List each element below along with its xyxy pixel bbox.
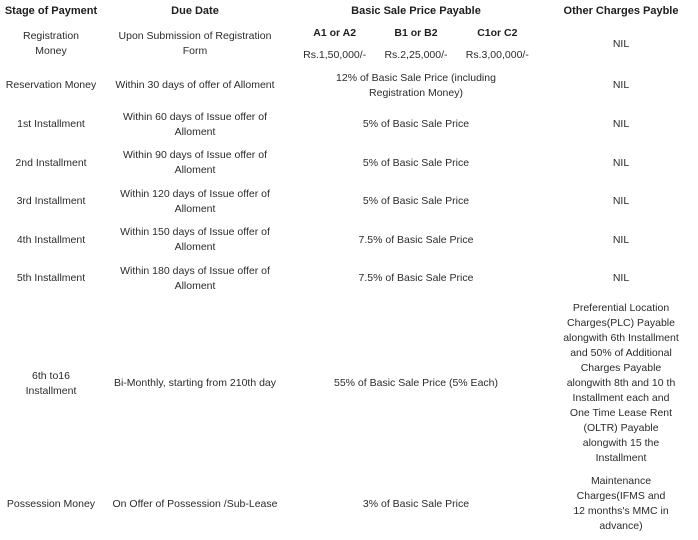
price-option-amount: Rs.2,25,000/- [384,48,448,61]
price-option-amounts [290,48,542,63]
price-option-labels [290,26,542,41]
other-charges-cell: NIL [612,195,630,208]
other-charges-cell: NIL [612,233,630,246]
stage-cell: 5th Installment [16,272,86,285]
stage-cell: 1st Installment [17,118,85,131]
basic-price-cell: 5% of Basic Sale Price [362,118,470,131]
price-option-amount: Rs.1,50,000/- [303,48,367,61]
stage-cell: 4th Installment [16,233,86,246]
basic-price-cell: 5% of Basic Sale Price [362,195,470,208]
table-row [0,144,698,183]
basic-price-cell [288,22,544,67]
other-charges-cell: Preferential Location Charges(PLC) Payable alongwith 6th Installment and 50% of Additional Charges Payable alongwith 8th and 10 th Installment each and One Time Lease Rent (OLTR) Payable alongwith 15 the Installment [563,302,679,465]
basic-price-cell: 55% of Basic Sale Price (5% Each) [334,377,498,390]
due-date-cell: On Offer of Possession /Sub-Lease [112,497,278,510]
other-charges-cell: NIL [612,156,630,169]
table-row [0,469,698,540]
price-option-amount: Rs.3,00,000/- [465,48,529,61]
basic-price-cell: 7.5% of Basic Sale Price [358,272,474,285]
due-date-cell: Within 180 days of Issue offer of Alloment [120,264,270,292]
stage-cell: 3rd Installment [16,195,86,208]
basic-price-cell: 3% of Basic Sale Price [362,497,470,510]
header-other-charges: Other Charges Payble [563,4,679,17]
header-basic-sale-price: Basic Sale Price Payable [351,4,481,17]
other-charges-cell: NIL [612,79,630,92]
stage-cell: Possession Money [6,497,96,510]
table-row [0,22,698,67]
basic-price-cell: 5% of Basic Sale Price [362,156,470,169]
table-row [0,67,698,106]
table-row [0,260,698,299]
price-option-label: C1or C2 [477,26,518,39]
other-charges-cell: NIL [612,272,630,285]
other-charges-cell: NIL [612,118,630,131]
other-charges-cell: Maintenance Charges(IFMS and 12 months's MMC in advance) [573,475,669,533]
stage-cell: Reservation Money [5,79,97,92]
due-date-cell: Within 120 days of Issue offer of Alloment [120,187,270,215]
table-row [0,298,698,469]
due-date-cell: Within 30 days of offer of Alloment [115,79,275,92]
table-row [0,221,698,260]
stage-cell: Registration Money [22,30,80,58]
due-date-cell: Within 90 days of Issue offer of Alloment [123,149,267,177]
stage-cell: 6th to16 Installment [25,369,77,397]
basic-price-cell: 12% of Basic Sale Price (including Registration Money) [336,71,496,99]
price-option-label: B1 or B2 [394,26,438,39]
other-charges-cell: NIL [612,37,630,50]
due-date-cell: Bi-Monthly, starting from 210th day [113,377,277,390]
header-row [0,0,698,22]
header-due-date: Due Date [171,4,219,17]
due-date-cell: Upon Submission of Registration Form [118,30,272,58]
due-date-cell: Within 60 days of Issue offer of Alloment [123,110,267,138]
table-row [0,182,698,221]
price-option-label: A1 or A2 [313,26,357,39]
due-date-cell: Within 150 days of Issue offer of Alloment [120,226,270,254]
table-row [0,105,698,144]
header-stage: Stage of Payment [4,4,98,17]
basic-price-cell: 7.5% of Basic Sale Price [358,233,474,246]
stage-cell: 2nd Installment [15,156,87,169]
